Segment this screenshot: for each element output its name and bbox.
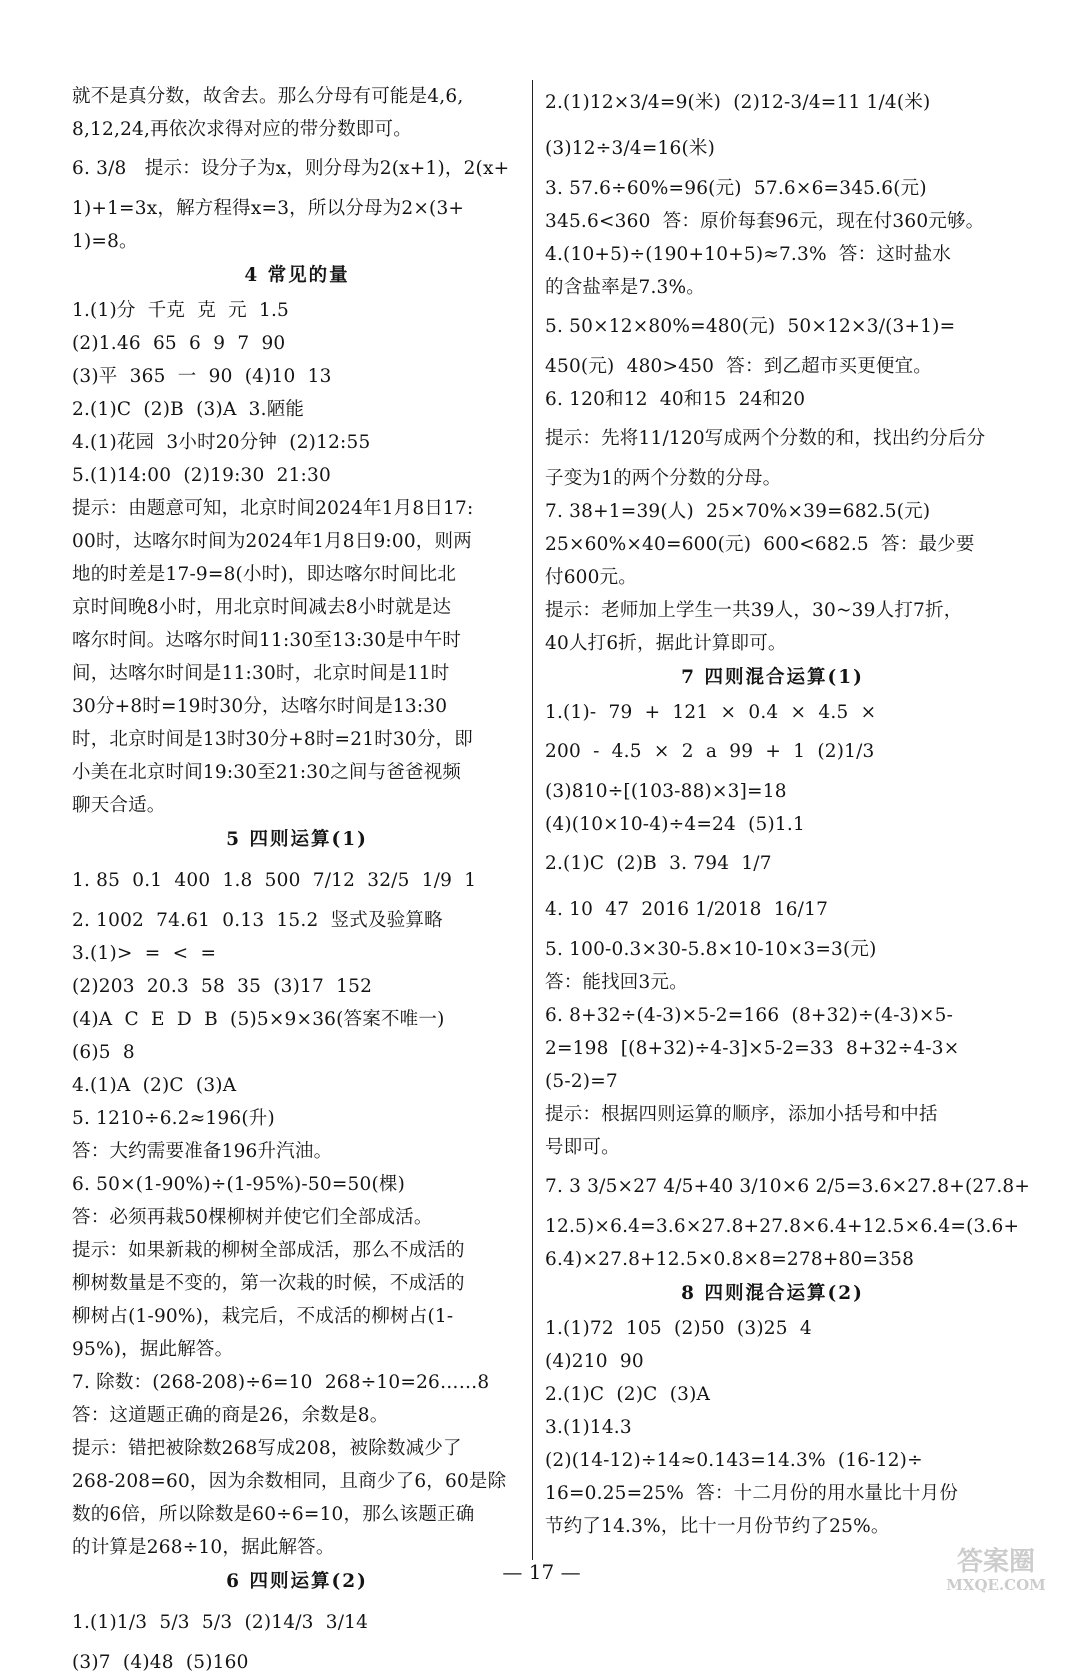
answer-line: 200 - 4.5 × 2 a 99 + 1 (2)1/3 — [545, 741, 875, 762]
answer-line: 6. 8+32÷(4-3)×5-2=166 (8+32)÷(4-3)×5- — [545, 1005, 954, 1026]
answer-line: 2.(1)C (2)B 3. 794 1/7 — [545, 853, 772, 874]
answer-line: 2.(1)C (2)B (3)A 3.陋能 — [72, 399, 305, 420]
answer-line: 16=0.25=25% 答：十二月份的用水量比十月份 — [545, 1483, 959, 1504]
answer-line: 1.(1)1/3 5/3 5/3 (2)14/3 3/14 — [72, 1612, 369, 1633]
answer-line: (4)A C E D B (5)5×9×36(答案不唯一) — [72, 1009, 445, 1030]
answer-line: 40人打6折，据此计算即可。 — [545, 633, 787, 654]
answer-line: 号即可。 — [545, 1137, 620, 1158]
answer-line: 子变为1的两个分数的分母。 — [545, 468, 782, 489]
left-column — [72, 80, 522, 1679]
watermark-logo — [921, 1542, 1071, 1594]
answer-line: 1)+1=3x，解方程得x=3，所以分母为2×(3+ — [72, 198, 465, 219]
answer-line: 2=198 [(8+32)÷4-3]×5-2=33 8+32÷4-3× — [545, 1038, 960, 1059]
answer-line: 2.(1)12×3/4=9(米) (2)12-3/4=11 1/4(米) — [545, 92, 931, 113]
answer-line: 柳树占(1-90%)，栽完后，不成活的柳树占(1- — [72, 1306, 454, 1327]
answer-line: 4.(10+5)÷(190+10+5)≈7.3% 答：这时盐水 — [545, 244, 952, 265]
answer-line: 00时，达喀尔时间为2024年1月8日9:00，则两 — [72, 531, 472, 552]
answer-line: 地的时差是17-9=8(小时)，即达喀尔时间比北 — [72, 564, 457, 585]
answer-line: 提示：根据四则运算的顺序，添加小括号和中括 — [545, 1104, 938, 1125]
answer-line: 聊天合适。 — [72, 795, 166, 816]
answer-line: (3)平 365 一 90 (4)10 13 — [72, 366, 332, 387]
answer-line: 答：大约需要准备196升汽油。 — [72, 1141, 333, 1162]
right-column — [545, 80, 1031, 1543]
answer-line: 1. 85 0.1 400 1.8 500 7/12 32/5 1/9 1 — [72, 870, 477, 891]
answer-line: 的含盐率是7.3%。 — [545, 277, 706, 298]
watermark-top: 答案圈 — [956, 1547, 1036, 1577]
answer-line: 12.5)×6.4=3.6×27.8+27.8×6.4+12.5×6.4=(3.6+ — [545, 1216, 1020, 1237]
answer-line: (3)12÷3/4=16(米) — [545, 138, 715, 159]
answer-line: 5. 1210÷6.2≈196(升) — [72, 1108, 275, 1129]
watermark-bottom: MXQE.COM — [946, 1576, 1046, 1594]
answer-line: 1)=8。 — [72, 231, 138, 252]
answer-line: (3)810÷[(103-88)×3]=18 — [545, 781, 787, 802]
answer-line: 3.(1)14.3 — [545, 1417, 632, 1438]
answer-line: 7. 3 3/5×27 4/5+40 3/10×6 2/5=3.6×27.8+(27.8+ — [545, 1176, 1031, 1197]
answer-line: 2.(1)C (2)C (3)A — [545, 1384, 711, 1405]
answer-line: (4)210 90 — [545, 1351, 644, 1372]
answer-line: 95%)，据此解答。 — [72, 1339, 234, 1360]
answer-line: 5. 100-0.3×30-5.8×10-10×3=3(元) — [545, 939, 877, 960]
answer-line: 答：这道题正确的商是26，余数是8。 — [72, 1405, 389, 1426]
answer-line: 6.4)×27.8+12.5×0.8×8=278+80=358 — [545, 1249, 915, 1270]
answer-line: (6)5 8 — [72, 1042, 135, 1063]
answer-line: 3. 57.6÷60%=96(元) 57.6×6=345.6(元) — [545, 178, 927, 199]
answer-line: 345.6<360 答：原价每套96元，现在付360元够。 — [545, 211, 985, 232]
answer-line: 提示：由题意可知，北京时间2024年1月8日17: — [72, 498, 474, 519]
answer-line: (4)(10×10-4)÷4=24 (5)1.1 — [545, 814, 805, 835]
answer-line: 6. 3/8 提示：设分子为x，则分母为2(x+1)，2(x+ — [72, 158, 510, 179]
section-heading: 6 四则运算(2) — [226, 1571, 368, 1592]
answer-line: 268-208=60，因为余数相同，且商少了6，60是除 — [72, 1471, 507, 1492]
answer-line: 就不是真分数，故舍去。那么分母有可能是4,6, — [72, 86, 464, 107]
answer-line: 付600元。 — [545, 567, 638, 588]
answer-line: 6. 120和12 40和15 24和20 — [545, 389, 806, 410]
answer-line: 25×60%×40=600(元) 600<682.5 答：最少要 — [545, 534, 975, 555]
page-number: — 17 — — [502, 1560, 581, 1584]
answer-line: 间，达喀尔时间是11:30时，北京时间是11时 — [72, 663, 450, 684]
section-heading: 5 四则运算(1) — [226, 829, 368, 850]
answer-line: (2)203 20.3 58 35 (3)17 152 — [72, 976, 373, 997]
answer-line: 提示：错把被除数268写成208，被除数减少了 — [72, 1438, 462, 1459]
answer-line: 7. 38+1=39(人) 25×70%×39=682.5(元) — [545, 501, 931, 522]
answer-line: 提示：先将11/120写成两个分数的和，找出约分后分 — [545, 428, 986, 449]
answer-line: 4. 10 47 2016 1/2018 16/17 — [545, 899, 829, 920]
answer-line: 小美在北京时间19:30至21:30之间与爸爸视频 — [72, 762, 462, 783]
answer-line: (2)1.46 65 6 9 7 90 — [72, 333, 286, 354]
answer-line: (5-2)=7 — [545, 1071, 618, 1092]
answer-line: 4.(1)花园 3小时20分钟 (2)12:55 — [72, 432, 371, 453]
answer-line: 1.(1)- 79 + 121 × 0.4 × 4.5 × — [545, 702, 877, 723]
answer-line: 3.(1)> = < = — [72, 943, 217, 964]
answer-line: 5. 50×12×80%=480(元) 50×12×3/(3+1)= — [545, 316, 956, 337]
answer-line: 提示：老师加上学生一共39人，30~39人打7折， — [545, 600, 963, 621]
answer-line: 4.(1)A (2)C (3)A — [72, 1075, 237, 1096]
answer-line: 5.(1)14:00 (2)19:30 21:30 — [72, 465, 331, 486]
answer-line: 的计算是268÷10，据此解答。 — [72, 1537, 335, 1558]
section-heading: 7 四则混合运算(1) — [681, 667, 864, 688]
answer-line: 8,12,24,再依次求得对应的带分数即可。 — [72, 119, 412, 140]
answer-line: 6. 50×(1-90%)÷(1-95%)-50=50(棵) — [72, 1174, 405, 1195]
answer-line: (3)7 (4)48 (5)160 — [72, 1652, 249, 1673]
answer-line: 提示：如果新栽的柳树全部成活，那么不成活的 — [72, 1240, 465, 1261]
answer-line: (2)(14-12)÷14≈0.143=14.3% (16-12)÷ — [545, 1450, 923, 1471]
answer-line: 答：能找回3元。 — [545, 972, 688, 993]
answer-line: 喀尔时间。达喀尔时间11:30至13:30是中午时 — [72, 630, 462, 651]
answer-line: 450(元) 480>450 答：到乙超市买更便宜。 — [545, 356, 932, 377]
answer-line: 柳树数量是不变的，第一次栽的时候，不成活的 — [72, 1273, 465, 1294]
answer-line: 时，北京时间是13时30分+8时=21时30分，即 — [72, 729, 473, 750]
answer-line: 京时间晚8小时，用北京时间减去8小时就是达 — [72, 597, 452, 618]
answer-line: 数的6倍，所以除数是60÷6=10，那么该题正确 — [72, 1504, 475, 1525]
answer-line: 7. 除数：(268-208)÷6=10 268÷10=26……8 — [72, 1372, 490, 1393]
answer-line: 1.(1)分 千克 克 元 1.5 — [72, 300, 290, 321]
answer-line: 30分+8时=19时30分，达喀尔时间是13:30 — [72, 696, 448, 717]
answer-line: 2. 1002 74.61 0.13 15.2 竖式及验算略 — [72, 910, 443, 931]
section-heading: 4 常见的量 — [244, 265, 350, 286]
answer-line: 答：必须再栽50棵柳树并使它们全部成活。 — [72, 1207, 433, 1228]
answer-line: 节约了14.3%，比十一月份节约了25%。 — [545, 1516, 890, 1537]
answer-line: 1.(1)72 105 (2)50 (3)25 4 — [545, 1318, 812, 1339]
section-heading: 8 四则混合运算(2) — [681, 1283, 864, 1304]
column-divider — [532, 80, 533, 1560]
